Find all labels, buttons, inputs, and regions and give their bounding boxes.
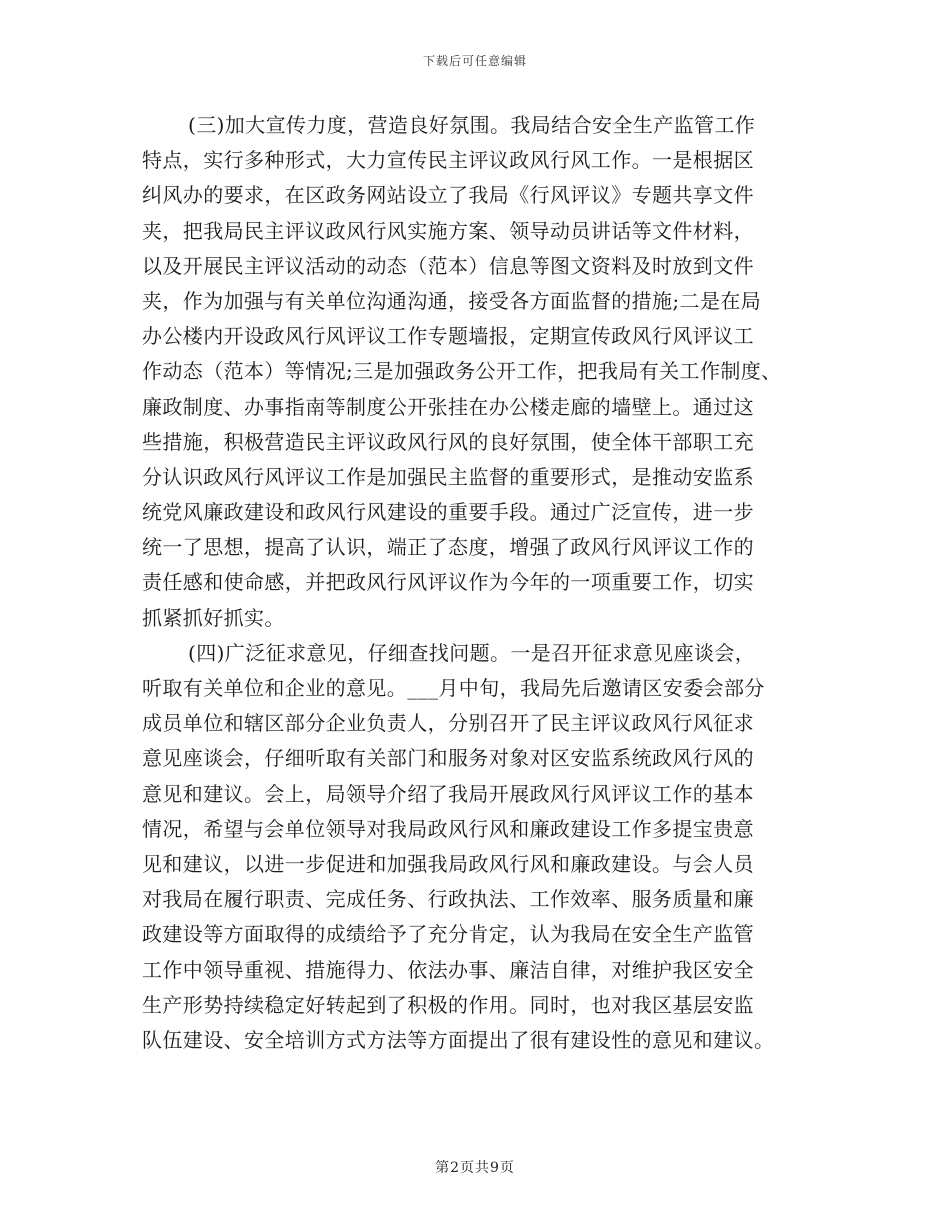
- text-line: 对我局在履行职责、完成任务、行政执法、工作效率、服务质量和廉: [142, 887, 754, 912]
- text-line: 分认识政风行风评议工作是加强民主监督的重要形式，是推动安监系: [142, 464, 754, 489]
- text-line: 听取有关单位和企业的意见。___月中旬，我局先后邀请区安委会部分: [142, 676, 765, 700]
- text-line: 队伍建设、安全培训方式方法等方面提出了很有建设性的意见和建议。: [142, 1027, 775, 1052]
- text-line: 统一了思想，提高了认识，端正了态度，增强了政风行风评议工作的: [142, 535, 754, 560]
- text-line: 政建设等方面取得的成绩给予了充分肯定，认为我局在安全生产监管: [142, 922, 754, 947]
- text-line: 见和建议，以进一步促进和加强我局政风行风和廉政建设。与会人员: [142, 851, 754, 876]
- text-line: 意见座谈会，仔细听取有关部门和服务对象对区安监系统政风行风的: [142, 746, 754, 771]
- text-line: 廉政制度、办事指南等制度公开张挂在办公楼走廊的墙壁上。通过这: [142, 394, 754, 419]
- text-line: (四)广泛征求意见，仔细查找问题。一是召开征求意见座谈会，: [188, 640, 756, 665]
- text-line: 责任感和使命感，并把政风行风评议作为今年的一项重要工作，切实: [142, 570, 754, 595]
- text-line: 成员单位和辖区部分企业负责人，分别召开了民主评议政风行风征求: [142, 711, 754, 736]
- text-line: 工作中领导重视、措施得力、依法办事、廉洁自律，对维护我区安全: [142, 957, 754, 982]
- text-line: 夹，把我局民主评议政风行风实施方案、领导动员讲话等文件材料，: [142, 218, 754, 243]
- paragraph-publicity: [142, 108, 814, 636]
- page-number: 第2页共9页: [435, 1160, 515, 1176]
- text-line: 以及开展民主评议活动的动态（范本）信息等图文资料及时放到文件: [142, 253, 754, 278]
- text-line: 意见和建议。会上，局领导介绍了我局开展政风行风评议工作的基本: [142, 781, 754, 806]
- text-line: 特点，实行多种形式，大力宣传民主评议政风行风工作。一是根据区: [142, 148, 754, 173]
- text-line: 情况，希望与会单位领导对我局政风行风和廉政建设工作多提宝贵意: [142, 816, 754, 841]
- text-line: 纠风办的要求，在区政务网站设立了我局《行风评议》专题共享文件: [142, 183, 754, 208]
- text-line: 抓紧抓好抓实。: [142, 605, 285, 630]
- page-header-note: 下载后可任意编辑: [422, 54, 527, 68]
- paragraph-opinions: [142, 636, 814, 1058]
- text-line: 些措施，积极营造民主评议政风行风的良好氛围，使全体干部职工充: [142, 429, 754, 454]
- text-line: 夹，作为加强与有关单位沟通沟通，接受各方面监督的措施;二是在局: [142, 288, 762, 313]
- text-line: (三)加大宣传力度，营造良好氛围。我局结合安全生产监管工作: [188, 113, 756, 137]
- text-line: 生产形势持续稳定好转起到了积极的作用。同时，也对我区基层安监: [142, 992, 754, 1017]
- document-body: [142, 108, 814, 1058]
- text-line: 办公楼内开设政风行风评议工作专题墙报，定期宣传政风行风评议工: [142, 324, 754, 349]
- text-line: 作动态（范本）等情况;三是加强政务公开工作，把我局有关工作制度、: [142, 359, 782, 384]
- text-line: 统党风廉政建设和政风行风建设的重要手段。通过广泛宣传，进一步: [142, 500, 754, 525]
